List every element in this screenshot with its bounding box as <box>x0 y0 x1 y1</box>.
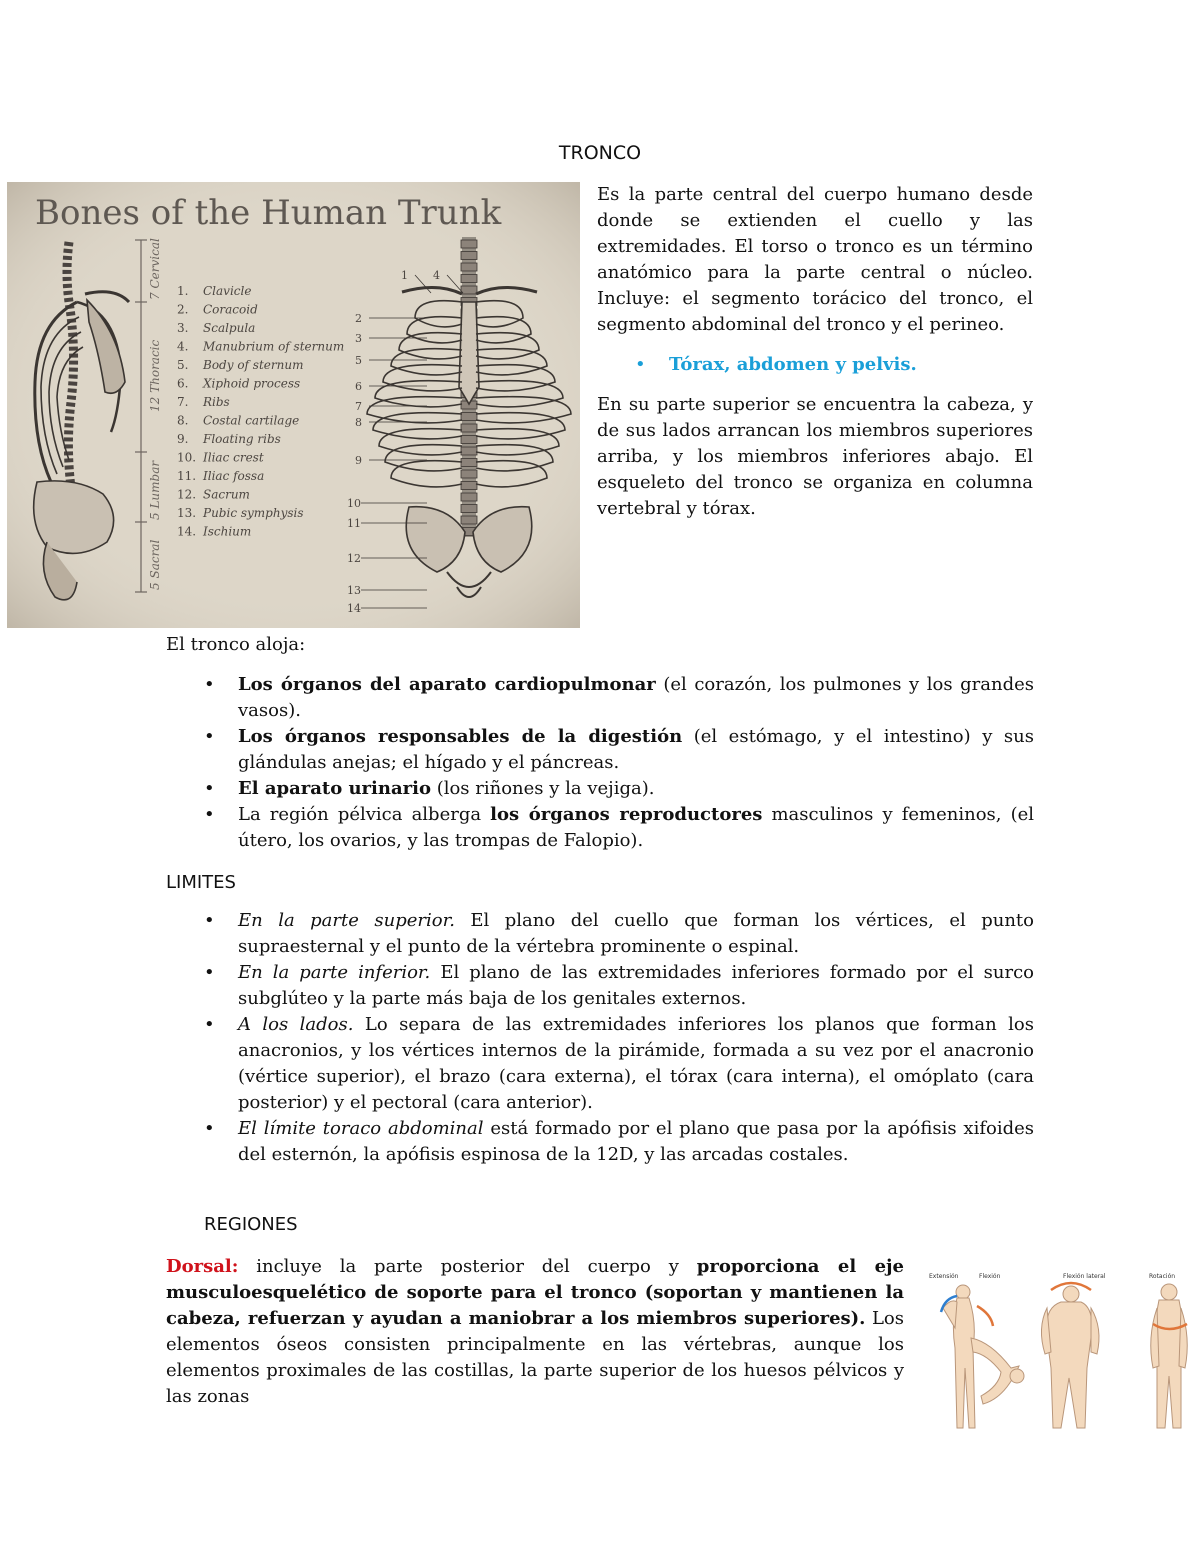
legend-label: Xiphoid process <box>203 376 301 391</box>
legend-number: 4. <box>177 339 189 354</box>
legend-label: Ribs <box>203 395 230 409</box>
movements-illustration <box>921 1268 1200 1440</box>
list-item: • El aparato urinario (los riñones y la vejiga). <box>166 776 1034 802</box>
label-extension: Extensión <box>929 1273 959 1280</box>
limites-section <box>166 870 1034 1168</box>
aloja-list <box>166 672 1034 854</box>
list-item: • En la parte inferior. El plano de las extremidades inferiores formado por el surco subglúteo y la parte más baja de los genitales externos. <box>166 960 1034 1012</box>
callout-number: 8 <box>355 416 362 429</box>
aloja-section <box>166 632 1034 854</box>
flexion-arrow-icon <box>977 1306 993 1326</box>
dorsal-label: Dorsal: <box>166 1256 239 1277</box>
list-item: • En la parte superior. El plano del cuello que forman los vértices, el punto supraesternal y el punto de la vértebra prominente o espinal. <box>166 908 1034 960</box>
list-item: • Tórax, abdomen y pelvis. <box>597 352 1033 378</box>
legend-label: Floating ribs <box>203 432 281 446</box>
legend-number: 13. <box>177 506 197 520</box>
section-heading: LIMITES <box>166 872 236 893</box>
callout-number: 12 <box>347 552 361 565</box>
legend-number: 5. <box>177 358 189 372</box>
region-cervical: 7 Cervical <box>148 238 162 300</box>
intro-paragraph: Es la parte central del cuerpo humano desde donde se extienden el cuello y las extremidades. El torso o tronco es un término anatómico para la parte central o núcleo. Incluye: el segmento torácico del tronco, el segmento abdominal del tronco y el perineo. <box>597 184 1033 335</box>
legend-number: 6. <box>177 376 189 391</box>
section-heading: El tronco aloja: <box>166 634 306 655</box>
bones-illustration <box>7 182 580 628</box>
legend-number: 1. <box>177 284 189 298</box>
callout-number: 13 <box>347 584 361 597</box>
label-flexion: Flexión <box>979 1273 1001 1280</box>
legend-number: 12. <box>177 487 197 502</box>
legend-label: Sacrum <box>203 487 250 502</box>
intro-section <box>597 182 1033 522</box>
legend-label: Pubic symphysis <box>203 506 304 520</box>
regiones-section <box>166 1212 1034 1238</box>
legend-number: 3. <box>177 321 189 335</box>
legend-number: 2. <box>177 302 189 317</box>
callout-number: 1 <box>401 269 408 282</box>
callout-number: 5 <box>355 354 362 367</box>
legend-label: Iliac fossa <box>203 469 265 483</box>
label-rotation: Rotación <box>1149 1273 1176 1280</box>
page-title: TRONCO <box>558 142 642 164</box>
list-item: • A los lados. Lo separa de las extremidades inferiores los planos que forman los anacronios, y los vértices internos de la pirámide, formada a su vez por el anacronio (vértice superior), el brazo (cara externa), el tórax (cara interna), el omóplato (cara posterior) y el pectoral (cara anterior). <box>166 1012 1034 1116</box>
list-item: • Los órganos responsables de la digestión (el estómago, y el intestino) y sus glándulas anejas; el hígado y el páncreas. <box>166 724 1034 776</box>
legend-label: Clavicle <box>203 284 252 298</box>
limites-list <box>166 908 1034 1168</box>
legend-number: 11. <box>177 469 197 483</box>
intro-bullet-list <box>597 352 1033 378</box>
callout-number: 14 <box>347 602 361 615</box>
label-lateral-flexion: Flexión lateral <box>1063 1273 1106 1280</box>
region-thoracic: 12 Thoracic <box>148 339 162 412</box>
movements-figure <box>921 1268 1200 1440</box>
section-heading: REGIONES <box>204 1214 298 1235</box>
legend-label: Costal cartilage <box>203 413 300 428</box>
dorsal-paragraph: Dorsal: incluye la parte posterior del cuerpo y proporciona el eje musculoesquelético de soporte para el tronco (soportan y mantienen la cabeza, refuerzan y ayudan a maniobrar a los miembros superiores). Los elementos óseos consisten principalmente en las vértebras, aunque los elementos proximales de las costillas, la parte superior de los huesos pélvicos y las zonas <box>166 1256 905 1407</box>
list-item: • El límite toraco abdominal está formado por el plano que pasa por la apófisis xifoides del esternón, la apófisis espinosa de la 12D, y las arcadas costales. <box>166 1116 1034 1168</box>
legend-label: Manubrium of sternum <box>203 339 345 354</box>
callout-number: 9 <box>355 454 362 467</box>
bones-figure <box>7 182 580 628</box>
region-lumbar: 5 Lumbar <box>148 460 162 520</box>
region-sacral: 5 Sacral <box>148 539 162 590</box>
legend-label: Ischium <box>203 524 252 539</box>
intro-paragraph-2: En su parte superior se encuentra la cabeza, y de sus lados arrancan los miembros superiores arriba, y los miembros inferiores abajo. El esqueleto del tronco se organiza en columna vertebral y tórax. <box>597 394 1033 519</box>
legend-label: Scalpula <box>203 321 256 335</box>
legend-number: 7. <box>177 395 189 409</box>
legend-label: Body of sternum <box>203 358 304 372</box>
legend-label: Coracoid <box>203 302 258 317</box>
callout-number: 11 <box>347 517 361 530</box>
figure-heading: Bones of the Human Trunk <box>35 193 502 233</box>
callout-number: 7 <box>355 400 362 413</box>
legend-number: 9. <box>177 432 189 446</box>
list-item: • Los órganos del aparato cardiopulmonar (el corazón, los pulmones y los grandes vasos). <box>166 672 1034 724</box>
callout-number: 10 <box>347 497 361 510</box>
callout-number: 3 <box>355 332 362 345</box>
callout-number: 4 <box>433 269 440 282</box>
callout-number: 2 <box>355 312 362 325</box>
legend-number: 14. <box>177 524 197 539</box>
legend-label: Iliac crest <box>203 450 264 465</box>
callout-number: 6 <box>355 380 362 393</box>
list-item: • La región pélvica alberga los órganos reproductores masculinos y femeninos, (el útero, los ovarios, y las trompas de Falopio). <box>166 802 1034 854</box>
legend-number: 10. <box>177 450 197 465</box>
legend-number: 8. <box>177 413 189 428</box>
